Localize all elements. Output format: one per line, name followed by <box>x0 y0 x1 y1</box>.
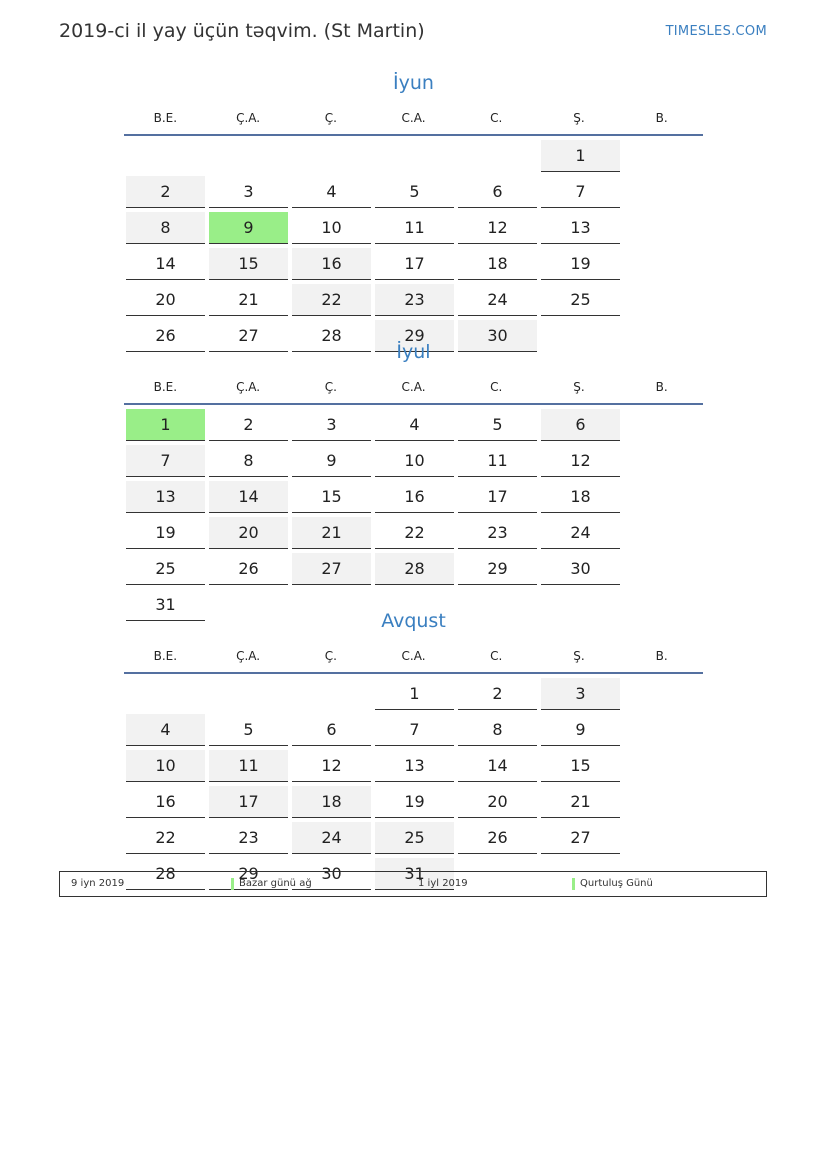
day-number: 21 <box>292 517 371 549</box>
weekday-header <box>124 371 703 405</box>
day-number: 26 <box>458 822 537 854</box>
day-cell <box>539 822 622 858</box>
day-grid <box>124 405 703 625</box>
weekday-label: Ç.A. <box>236 649 261 663</box>
month-july <box>124 337 703 625</box>
day-number: 10 <box>292 212 371 244</box>
day-cell <box>456 212 539 248</box>
day-number: 24 <box>292 822 371 854</box>
legend-date: 9 iyn 2019 <box>71 878 125 889</box>
day-cell <box>539 750 622 786</box>
day-number: 23 <box>375 284 454 316</box>
day-cell <box>456 517 539 553</box>
day-cell <box>124 248 207 284</box>
weekday-label: Ç.A. <box>236 380 261 394</box>
day-cell <box>290 553 373 589</box>
weekday-label: Ş. <box>573 380 585 394</box>
day-cell <box>290 714 373 750</box>
day-number: 7 <box>541 176 620 208</box>
holiday-day-cell <box>124 409 207 445</box>
empty-day <box>292 140 371 172</box>
empty-day <box>292 678 371 710</box>
weekday-label: C.A. <box>401 111 426 125</box>
day-cell <box>373 750 456 786</box>
day-number: 18 <box>292 786 371 818</box>
day-cell <box>539 176 622 212</box>
day-number: 10 <box>126 750 205 782</box>
day-cell <box>539 481 622 517</box>
day-cell <box>124 786 207 822</box>
day-cell <box>290 445 373 481</box>
month-title: İyul <box>396 341 431 363</box>
day-cell <box>539 248 622 284</box>
day-number: 22 <box>126 822 205 854</box>
page-title: 2019-ci il yay üçün təqvim. (St Martin) <box>59 20 425 42</box>
day-cell <box>456 176 539 212</box>
empty-day-cell <box>124 140 207 176</box>
day-cell <box>124 212 207 248</box>
day-number: 16 <box>375 481 454 513</box>
day-cell <box>290 284 373 320</box>
day-number: 30 <box>292 858 371 890</box>
day-number: 2 <box>458 678 537 710</box>
day-number: 4 <box>375 409 454 441</box>
day-number: 6 <box>292 714 371 746</box>
day-cell <box>456 714 539 750</box>
day-number: 30 <box>458 320 537 352</box>
day-number: 24 <box>458 284 537 316</box>
weekday-header <box>124 102 703 136</box>
day-number: 22 <box>292 284 371 316</box>
day-cell <box>290 212 373 248</box>
day-number: 26 <box>209 553 288 585</box>
weekday-label: B. <box>655 649 668 663</box>
day-cell <box>124 750 207 786</box>
day-cell <box>539 409 622 445</box>
day-number: 27 <box>292 553 371 585</box>
day-number: 14 <box>458 750 537 782</box>
day-number: 25 <box>375 822 454 854</box>
weekday-label: Ç. <box>324 111 337 125</box>
day-number: 16 <box>126 786 205 818</box>
day-cell <box>124 553 207 589</box>
day-number: 28 <box>375 553 454 585</box>
day-cell <box>207 248 290 284</box>
day-cell <box>290 517 373 553</box>
day-number: 29 <box>458 553 537 585</box>
day-number: 13 <box>375 750 454 782</box>
day-number: 15 <box>541 750 620 782</box>
day-cell <box>373 284 456 320</box>
month-august <box>124 606 703 894</box>
day-cell <box>124 517 207 553</box>
day-cell <box>373 517 456 553</box>
weekday-label: B. <box>655 380 668 394</box>
empty-day-cell <box>124 678 207 714</box>
day-number: 6 <box>541 409 620 441</box>
day-number: 1 <box>126 409 205 441</box>
day-number: 10 <box>375 445 454 477</box>
day-cell <box>539 284 622 320</box>
day-number: 3 <box>541 678 620 710</box>
day-cell <box>290 786 373 822</box>
legend-date: 1 iyl 2019 <box>418 878 468 889</box>
day-cell <box>373 786 456 822</box>
day-cell <box>373 678 456 714</box>
day-number: 7 <box>375 714 454 746</box>
brand-link[interactable]: TIMESLES.COM <box>665 24 767 39</box>
day-cell <box>539 212 622 248</box>
day-number: 19 <box>375 786 454 818</box>
day-number: 17 <box>458 481 537 513</box>
empty-day <box>126 140 205 172</box>
day-number: 28 <box>292 320 371 352</box>
day-number: 5 <box>375 176 454 208</box>
weekday-label: Ş. <box>573 111 585 125</box>
day-number: 11 <box>458 445 537 477</box>
day-cell <box>124 481 207 517</box>
day-cell <box>456 822 539 858</box>
day-cell <box>290 750 373 786</box>
day-cell <box>124 822 207 858</box>
day-cell <box>373 553 456 589</box>
holiday-color-swatch <box>572 878 575 890</box>
day-number: 13 <box>541 212 620 244</box>
day-cell <box>456 248 539 284</box>
day-number: 4 <box>126 714 205 746</box>
empty-day-cell <box>207 140 290 176</box>
day-number: 16 <box>292 248 371 280</box>
month-title: İyun <box>393 72 434 94</box>
day-number: 8 <box>209 445 288 477</box>
day-cell <box>373 409 456 445</box>
day-number: 1 <box>375 678 454 710</box>
day-cell <box>456 786 539 822</box>
weekday-label: B.E. <box>153 649 178 663</box>
day-cell <box>456 553 539 589</box>
day-number: 28 <box>126 858 205 890</box>
day-cell <box>207 822 290 858</box>
day-number: 31 <box>126 589 205 621</box>
day-number: 25 <box>126 553 205 585</box>
empty-day <box>375 140 454 172</box>
day-number: 23 <box>209 822 288 854</box>
day-number: 14 <box>209 481 288 513</box>
day-cell <box>207 786 290 822</box>
day-number: 24 <box>541 517 620 549</box>
day-cell <box>207 481 290 517</box>
day-number: 2 <box>209 409 288 441</box>
day-cell <box>539 445 622 481</box>
day-number: 12 <box>541 445 620 477</box>
weekday-label: B.E. <box>153 380 178 394</box>
day-number: 22 <box>375 517 454 549</box>
day-cell <box>207 517 290 553</box>
day-number: 8 <box>126 212 205 244</box>
day-number: 20 <box>209 517 288 549</box>
day-cell <box>539 678 622 714</box>
weekday-label: Ş. <box>573 649 585 663</box>
day-number: 12 <box>292 750 371 782</box>
day-cell <box>539 140 622 176</box>
day-cell <box>124 445 207 481</box>
empty-day <box>458 140 537 172</box>
day-number: 18 <box>458 248 537 280</box>
day-number: 11 <box>209 750 288 782</box>
day-number: 9 <box>541 714 620 746</box>
day-cell <box>207 284 290 320</box>
holiday-color-swatch <box>231 878 234 890</box>
day-number: 21 <box>541 786 620 818</box>
weekday-label: C. <box>490 380 503 394</box>
day-grid <box>124 674 703 894</box>
empty-day-cell <box>207 678 290 714</box>
weekday-label: C. <box>490 649 503 663</box>
day-number: 20 <box>126 284 205 316</box>
day-cell <box>539 553 622 589</box>
day-number: 21 <box>209 284 288 316</box>
day-number: 29 <box>375 320 454 352</box>
day-cell <box>290 822 373 858</box>
day-cell <box>290 176 373 212</box>
day-number: 12 <box>458 212 537 244</box>
weekday-header <box>124 640 703 674</box>
day-cell <box>373 481 456 517</box>
month-title: Avqust <box>381 610 446 632</box>
day-grid <box>124 136 703 356</box>
day-cell <box>373 822 456 858</box>
day-cell <box>456 481 539 517</box>
day-number: 25 <box>541 284 620 316</box>
day-number: 17 <box>375 248 454 280</box>
day-number: 29 <box>209 858 288 890</box>
day-cell <box>456 750 539 786</box>
empty-day <box>209 678 288 710</box>
day-cell <box>207 445 290 481</box>
day-cell <box>124 284 207 320</box>
day-number: 19 <box>541 248 620 280</box>
day-cell <box>207 409 290 445</box>
day-number: 19 <box>126 517 205 549</box>
empty-day-cell <box>290 678 373 714</box>
day-number: 26 <box>126 320 205 352</box>
day-number: 5 <box>458 409 537 441</box>
empty-day <box>209 140 288 172</box>
day-cell <box>373 714 456 750</box>
day-cell <box>373 248 456 284</box>
day-number: 8 <box>458 714 537 746</box>
day-number: 9 <box>209 212 288 244</box>
weekday-label: B.E. <box>153 111 178 125</box>
day-cell <box>124 714 207 750</box>
day-number: 11 <box>375 212 454 244</box>
empty-day-cell <box>373 140 456 176</box>
day-cell <box>290 248 373 284</box>
day-number: 4 <box>292 176 371 208</box>
day-number: 14 <box>126 248 205 280</box>
day-number: 3 <box>292 409 371 441</box>
day-cell <box>373 212 456 248</box>
day-number: 3 <box>209 176 288 208</box>
day-number: 5 <box>209 714 288 746</box>
day-cell <box>456 409 539 445</box>
weekday-label: C. <box>490 111 503 125</box>
day-cell <box>539 786 622 822</box>
holiday-day-cell <box>207 212 290 248</box>
day-cell <box>373 445 456 481</box>
day-cell <box>290 409 373 445</box>
day-number: 30 <box>541 553 620 585</box>
weekday-label: B. <box>655 111 668 125</box>
day-number: 20 <box>458 786 537 818</box>
holiday-legend <box>59 871 767 897</box>
weekday-label: Ç. <box>324 380 337 394</box>
day-number: 27 <box>541 822 620 854</box>
day-number: 15 <box>292 481 371 513</box>
month-june <box>124 68 703 356</box>
day-number: 27 <box>209 320 288 352</box>
weekday-label: C.A. <box>401 380 426 394</box>
legend-holiday-name: Bazar günü ağ <box>239 878 312 889</box>
day-number: 17 <box>209 786 288 818</box>
empty-day-cell <box>456 140 539 176</box>
day-cell <box>456 678 539 714</box>
weekday-label: Ç.A. <box>236 111 261 125</box>
weekday-label: Ç. <box>324 649 337 663</box>
day-number: 9 <box>292 445 371 477</box>
day-number: 31 <box>375 858 454 890</box>
day-cell <box>539 517 622 553</box>
day-cell <box>207 714 290 750</box>
day-cell <box>207 176 290 212</box>
day-number: 15 <box>209 248 288 280</box>
day-number: 6 <box>458 176 537 208</box>
day-cell <box>207 553 290 589</box>
empty-day <box>126 678 205 710</box>
day-number: 1 <box>541 140 620 172</box>
legend-holiday-name: Qurtuluş Günü <box>580 878 653 889</box>
day-cell <box>456 284 539 320</box>
day-cell <box>456 445 539 481</box>
day-number: 7 <box>126 445 205 477</box>
day-number: 18 <box>541 481 620 513</box>
empty-day-cell <box>290 140 373 176</box>
day-cell <box>290 481 373 517</box>
day-number: 23 <box>458 517 537 549</box>
day-cell <box>373 176 456 212</box>
day-number: 13 <box>126 481 205 513</box>
day-cell <box>124 176 207 212</box>
day-cell <box>539 714 622 750</box>
day-number: 2 <box>126 176 205 208</box>
day-cell <box>207 750 290 786</box>
weekday-label: C.A. <box>401 649 426 663</box>
